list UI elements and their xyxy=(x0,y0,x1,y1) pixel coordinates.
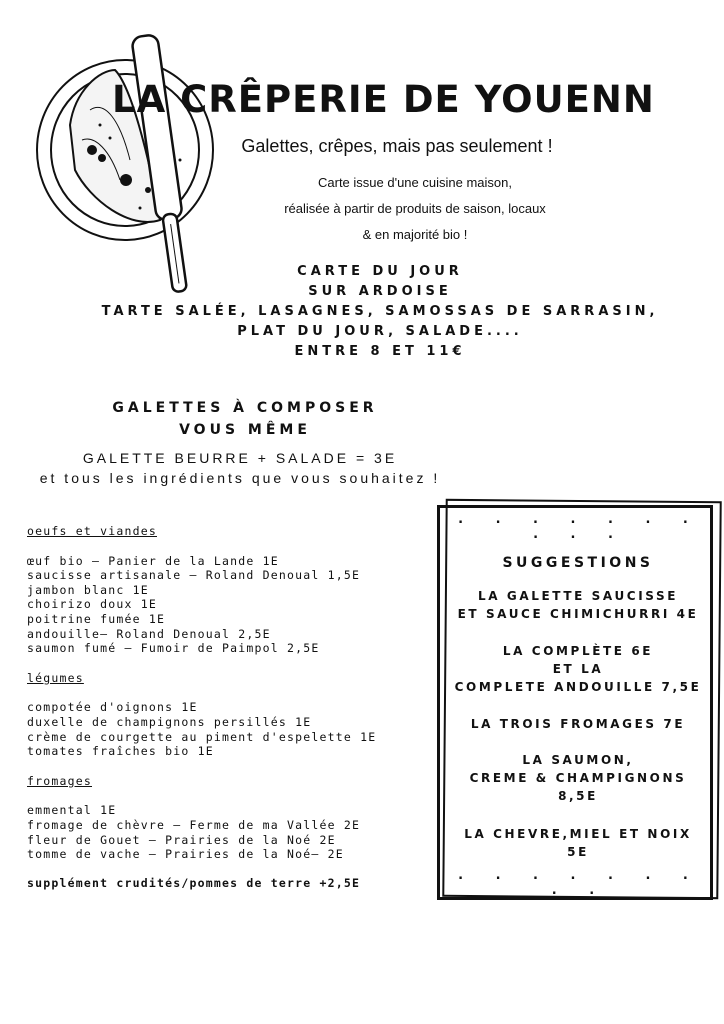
list-item: fleur de Gouet – Prairies de la Noé 2E xyxy=(27,832,336,847)
carte-du-jour-line: PLAT DU JOUR, SALADE.... xyxy=(237,324,523,339)
suggestion-line: LA SAUMON, xyxy=(522,753,634,767)
list-item: choirizo doux 1E xyxy=(27,597,157,612)
crepe-plate-illustration xyxy=(30,30,240,300)
intro-text xyxy=(180,170,650,248)
suggestion-line: LA GALETTE SAUCISSE xyxy=(477,589,679,603)
list-item: duxelle de champignons persillés 1E xyxy=(27,714,312,729)
list-item: compotée d'oignons 1E xyxy=(27,700,198,715)
list-item: saucisse artisanale – Roland Denoual 1,5E xyxy=(27,568,361,583)
galette-base-price: GALETTE BEURRE + SALADE = 3E xyxy=(82,450,398,466)
suggestion-line: 8,5E xyxy=(558,789,598,803)
suggestion-line: ET SAUCE CHIMICHURRI 4E xyxy=(457,607,699,621)
suggestion-line: LA CHEVRE,MIEL ET NOIX xyxy=(464,827,692,841)
suggestion-item xyxy=(440,751,716,805)
suggestion-line: LA TROIS FROMAGES 7E xyxy=(470,717,686,731)
dotted-border-bottom: . . . . . . . . . xyxy=(458,868,702,898)
galettes-heading-line: VOUS MÊME xyxy=(179,422,311,438)
list-item: tomates fraîches bio 1E xyxy=(27,744,214,759)
subtitle: Galettes, crêpes, mais pas seulement ! xyxy=(241,136,553,156)
suggestion-line: 5E xyxy=(567,845,589,859)
list-item: jambon blanc 1E xyxy=(27,582,149,597)
carte-du-jour-line: SUR ARDOISE xyxy=(308,284,452,299)
suggestions-title: SUGGESTIONS xyxy=(502,555,654,571)
galettes-heading-line: GALETTES À COMPOSER xyxy=(112,400,378,416)
intro-line: réalisée à partir de produits de saison, locaux xyxy=(284,201,546,216)
list-item: andouille– Roland Denoual 2,5E xyxy=(27,626,271,641)
category-meats: oeufs et viandes xyxy=(27,524,157,538)
restaurant-title: LA CRÊPERIE DE YOUENN xyxy=(112,78,655,121)
suggestion-line: LA COMPLÈTE 6E xyxy=(502,644,654,658)
suggestion-line: COMPLETE ANDOUILLE 7,5E xyxy=(454,680,702,694)
list-item: saumon fumé – Fumoir de Paimpol 2,5E xyxy=(27,641,320,656)
galette-base-note: et tous les ingrédients que vous souhaitez ! xyxy=(39,470,441,486)
intro-line: & en majorité bio ! xyxy=(362,227,468,242)
carte-du-jour-line: ENTRE 8 ET 11€ xyxy=(294,344,466,359)
suggestion-line: ET LA xyxy=(552,662,604,676)
galettes-heading xyxy=(75,397,415,441)
list-item: tomme de vache – Prairies de la Noé– 2E xyxy=(27,847,344,862)
category-vegetables: légumes xyxy=(27,670,84,685)
category-cheeses: fromages xyxy=(27,773,92,788)
dotted-border-top: . . . . . . . . . . xyxy=(458,512,702,542)
suggestion-item xyxy=(440,715,716,733)
list-item: fromage de chèvre – Ferme de ma Vallée 2E xyxy=(27,817,361,832)
carte-du-jour-line: TARTE SALÉE, LASAGNES, SAMOSSAS DE SARRASIN, xyxy=(101,304,659,319)
supplement-line: supplément crudités/pommes de terre +2,5E xyxy=(27,875,361,890)
suggestion-line: CREME & CHAMPIGNONS xyxy=(469,771,687,785)
intro-line: Carte issue d'une cuisine maison, xyxy=(318,175,512,190)
list-item: emmental 1E xyxy=(27,803,117,818)
suggestion-item xyxy=(440,642,716,696)
list-item: crème de courgette au piment d'espelette 1E xyxy=(27,729,377,744)
list-item: œuf bio – Panier de la Lande 1E xyxy=(27,553,279,568)
list-item: poitrine fumée 1E xyxy=(27,611,166,626)
suggestion-item xyxy=(440,587,716,623)
suggestion-item xyxy=(440,825,716,861)
carte-du-jour-line: CARTE DU JOUR xyxy=(297,264,463,279)
carte-du-jour xyxy=(60,262,700,362)
ingredients-list xyxy=(27,524,447,902)
